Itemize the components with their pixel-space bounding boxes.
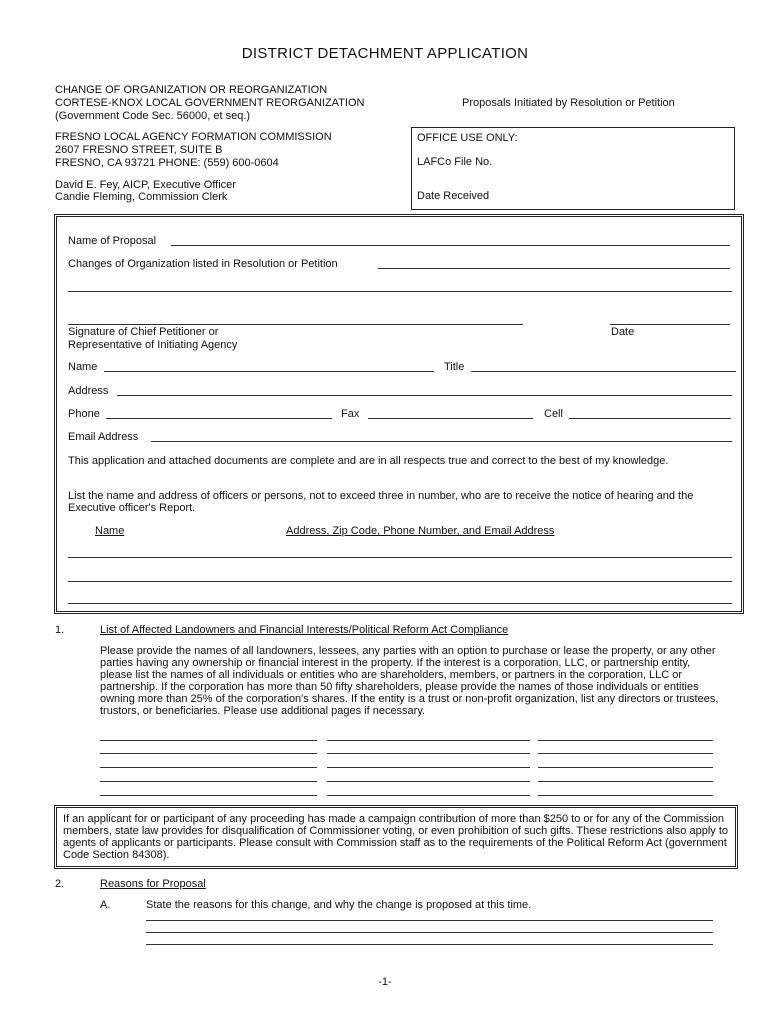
application-form-box bbox=[54, 214, 744, 614]
landowner-line[interactable] bbox=[100, 740, 317, 741]
landowner-line[interactable] bbox=[327, 781, 530, 782]
section-2a-text: State the reasons for this change, and why the change is proposed at this time. bbox=[146, 899, 532, 911]
name-label: Name bbox=[68, 361, 98, 373]
agency-city-phone: FRESNO, CA 93721 PHONE: (559) 600-0604 bbox=[55, 157, 279, 169]
cell-label: Cell bbox=[544, 408, 563, 420]
reasons-line-3[interactable] bbox=[146, 944, 713, 945]
landowner-line[interactable] bbox=[538, 753, 713, 754]
office-use-box bbox=[411, 127, 735, 210]
landowner-line[interactable] bbox=[327, 767, 530, 768]
phone-field[interactable] bbox=[106, 418, 332, 419]
landowner-line[interactable] bbox=[327, 740, 530, 741]
reasons-line-1[interactable] bbox=[146, 920, 713, 921]
agency-name: FRESNO LOCAL AGENCY FORMATION COMMISSION bbox=[55, 131, 332, 143]
header-line-2: CORTESE-KNOX LOCAL GOVERNMENT REORGANIZATION bbox=[55, 97, 365, 109]
cell-field[interactable] bbox=[569, 418, 731, 419]
office-use-heading: OFFICE USE ONLY: bbox=[417, 132, 518, 144]
signature-field[interactable] bbox=[68, 324, 523, 325]
recipient-line-3[interactable] bbox=[68, 603, 732, 604]
signature-date-field[interactable] bbox=[610, 324, 730, 325]
phone-label: Phone bbox=[68, 408, 100, 420]
page-title: DISTRICT DETACHMENT APPLICATION bbox=[241, 45, 529, 62]
address-field[interactable] bbox=[117, 395, 732, 396]
changes-of-organization-field[interactable] bbox=[378, 268, 730, 269]
section-2-number: 2. bbox=[55, 878, 65, 890]
recipient-name-heading: Name bbox=[95, 525, 125, 537]
header-line-1: CHANGE OF ORGANIZATION OR REORGANIZATION bbox=[55, 84, 328, 96]
reasons-line-2[interactable] bbox=[146, 932, 713, 933]
political-reform-notice-box bbox=[54, 805, 738, 869]
page-number: -1- bbox=[378, 976, 392, 988]
section-1-number: 1. bbox=[55, 624, 65, 636]
email-field[interactable] bbox=[151, 441, 732, 442]
signature-date-label: Date bbox=[611, 326, 635, 338]
header-line-3: (Government Code Sec. 56000, et seq.) bbox=[55, 110, 251, 122]
landowner-line[interactable] bbox=[327, 795, 530, 796]
landowner-line[interactable] bbox=[100, 767, 317, 768]
changes-of-organization-field-2[interactable] bbox=[68, 291, 732, 292]
address-label: Address bbox=[68, 385, 109, 397]
landowner-line[interactable] bbox=[100, 795, 317, 796]
recipient-line-2[interactable] bbox=[68, 581, 732, 582]
section-2a-label: A. bbox=[100, 899, 111, 911]
landowner-line[interactable] bbox=[327, 753, 530, 754]
title-field[interactable] bbox=[471, 371, 736, 372]
changes-of-organization-label: Changes of Organization listed in Resolution or Petition bbox=[68, 258, 338, 270]
name-of-proposal-field[interactable] bbox=[171, 245, 730, 246]
agency-clerk: Candie Fleming, Commission Clerk bbox=[55, 191, 228, 203]
agency-officer: David E. Fey, AICP, Executive Officer bbox=[55, 179, 236, 191]
date-received-label: Date Received bbox=[417, 190, 490, 202]
recipient-address-heading: Address, Zip Code, Phone Number, and Email Address bbox=[286, 525, 555, 537]
title-label: Title bbox=[444, 361, 465, 373]
name-of-proposal-label: Name of Proposal bbox=[68, 235, 157, 247]
section-1-body: Please provide the names of all landowners, lessees, any parties with an option to purchase or lease the property, or any other parties having any ownership or financial interest in the property. If the interest is a corporation, LLC, or partnership entity, please list the names of all individuals or entities who are shareholders, members, or partners in the corporation, LLC or partnership. If the corporation has more than 50 fifty shareholders, please provide the names of those individuals or entities owning more than 25% of the corporation's shares. If the entity is a trust or non-profit organization, list any directors or trustees, trustors, or beneficiaries. Please use additional pages if necessary. bbox=[100, 645, 719, 717]
lafco-file-no-label: LAFCo File No. bbox=[417, 156, 493, 168]
proposals-note: Proposals Initiated by Resolution or Petition bbox=[462, 97, 675, 109]
landowner-line[interactable] bbox=[100, 753, 317, 754]
landowner-line[interactable] bbox=[538, 781, 713, 782]
notice-recipients-instruction: List the name and address of officers or persons, not to exceed three in number, who are to receive the notice of hearing and the Executive officer's Report. bbox=[68, 490, 694, 514]
political-reform-notice-text: If an applicant for or participant of any proceeding has made a campaign contribution of more than $250 to or for any of the Commission members, state law provides for disqualification of Commissioner voting, or even prohibition of such gifts. These restrictions also apply to agents of applicants or participants. Please consult with Commission staff as to the requirements of the Political Reform Act (government Code Section 84308). bbox=[63, 813, 728, 861]
recipient-line-1[interactable] bbox=[68, 557, 732, 558]
fax-label: Fax bbox=[341, 408, 360, 420]
signature-label-2: Representative of Initiating Agency bbox=[68, 339, 238, 351]
landowner-line[interactable] bbox=[538, 767, 713, 768]
section-1-heading: List of Affected Landowners and Financial Interests/Political Reform Act Compliance bbox=[100, 624, 509, 636]
name-field[interactable] bbox=[104, 371, 434, 372]
section-2-heading: Reasons for Proposal bbox=[100, 878, 206, 890]
certification-text: This application and attached documents are complete and are in all respects true and correct to the best of my knowledge. bbox=[68, 455, 669, 467]
signature-label-1: Signature of Chief Petitioner or bbox=[68, 326, 219, 338]
landowner-line[interactable] bbox=[538, 740, 713, 741]
landowner-line[interactable] bbox=[100, 781, 317, 782]
agency-street: 2607 FRESNO STREET, SUITE B bbox=[55, 144, 223, 156]
email-label: Email Address bbox=[68, 431, 139, 443]
fax-field[interactable] bbox=[368, 418, 533, 419]
landowner-line[interactable] bbox=[538, 795, 713, 796]
